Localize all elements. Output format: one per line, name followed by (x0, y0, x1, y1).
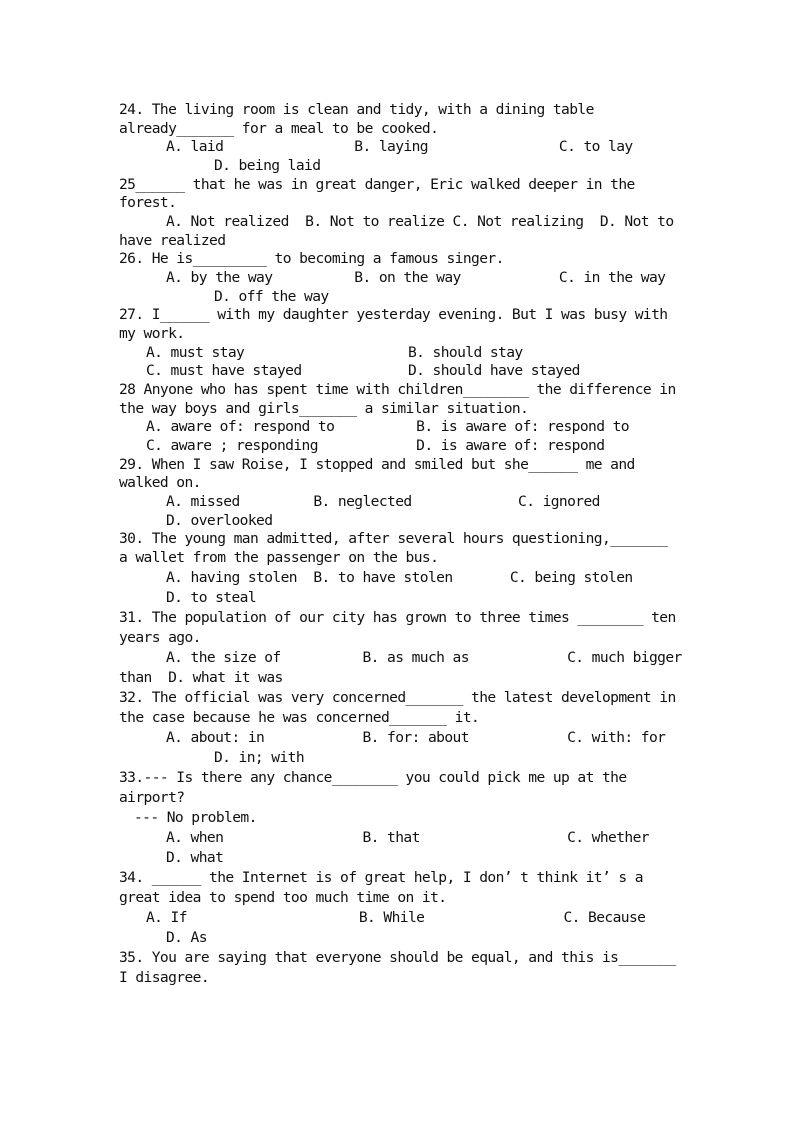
question-29-stem-line-1: 29. When I saw Roise, I stopped and smiled but she______ me and (119, 456, 635, 473)
question-27-options: A. must stay B. should stay (146, 344, 523, 361)
question-30-options-cont: D. to steal (166, 589, 257, 606)
question-27-options-cont: C. must have stayed D. should have stayed (146, 362, 580, 379)
question-34-options: A. If B. While C. Because (146, 909, 646, 926)
question-33-options-cont: D. what (166, 849, 224, 866)
question-28-options: A. aware of: respond to B. is aware of: respond to (146, 418, 629, 435)
question-25-stem-line-1: 25______ that he was in great danger, Eric walked deeper in the (119, 176, 635, 193)
question-33-stem-line-2: airport? (119, 789, 185, 806)
question-31-stem-line-2: years ago. (119, 629, 201, 646)
question-30-stem-line-2: a wallet from the passenger on the bus. (119, 549, 439, 566)
question-33-stem-line-1: 33.--- Is there any chance________ you could pick me up at the (119, 769, 627, 786)
question-35-stem-line-2: I disagree. (119, 969, 210, 986)
question-34-stem-line-2: great idea to spend too much time on it. (119, 889, 447, 906)
question-34-stem-line-1: 34. ______ the Internet is of great help, I don’ t think it’ s a (119, 869, 643, 886)
question-27-stem-line-2: my work. (119, 325, 185, 342)
question-28-stem-line-1: 28 Anyone who has spent time with children________ the difference in (119, 381, 676, 398)
question-32-options-cont: D. in; with (214, 749, 305, 766)
question-24-stem-line-1: 24. The living room is clean and tidy, with a dining table (119, 101, 594, 118)
question-25-stem-line-2: forest. (119, 194, 177, 211)
question-31-stem-line-1: 31. The population of our city has grown to three times ________ ten (119, 609, 676, 626)
question-35-stem-line-1: 35. You are saying that everyone should be equal, and this is_______ (119, 949, 676, 966)
question-26-options: A. by the way B. on the way C. in the way (166, 269, 666, 286)
question-29-stem-line-2: walked on. (119, 474, 201, 491)
question-30-stem-line-1: 30. The young man admitted, after several hours questioning,_______ (119, 530, 668, 547)
question-30-options: A. having stolen B. to have stolen C. being stolen (166, 569, 633, 586)
question-34-options-cont: D. As (166, 929, 207, 946)
question-28-options-cont: C. aware ; responding D. is aware of: respond (146, 437, 605, 454)
question-31-options-cont: than D. what it was (119, 669, 283, 686)
question-24-stem-line-2: already_______ for a meal to be cooked. (119, 120, 439, 137)
question-33-dialogue-reply: --- No problem. (134, 809, 257, 826)
question-25-options: A. Not realized B. Not to realize C. Not realizing D. Not to (166, 213, 674, 230)
question-24-options-cont: D. being laid (214, 157, 321, 174)
question-29-options: A. missed B. neglected C. ignored (166, 493, 600, 510)
question-24-options: A. laid B. laying C. to lay (166, 138, 633, 155)
question-28-stem-line-2: the way boys and girls_______ a similar situation. (119, 400, 529, 417)
question-33-options: A. when B. that C. whether (166, 829, 649, 846)
question-32-stem-line-2: the case because he was concerned_______ it. (119, 709, 480, 726)
question-25-options-cont: have realized (119, 232, 226, 249)
question-26-stem-line-1: 26. He is_________ to becoming a famous singer. (119, 250, 504, 267)
question-32-options: A. about: in B. for: about C. with: for (166, 729, 666, 746)
question-31-options: A. the size of B. as much as C. much bigger (166, 649, 682, 666)
question-29-options-cont: D. overlooked (166, 512, 273, 529)
question-27-stem-line-1: 27. I______ with my daughter yesterday evening. But I was busy with (119, 306, 668, 323)
question-32-stem-line-1: 32. The official was very concerned_______ the latest development in (119, 689, 676, 706)
question-26-options-cont: D. off the way (214, 288, 329, 305)
